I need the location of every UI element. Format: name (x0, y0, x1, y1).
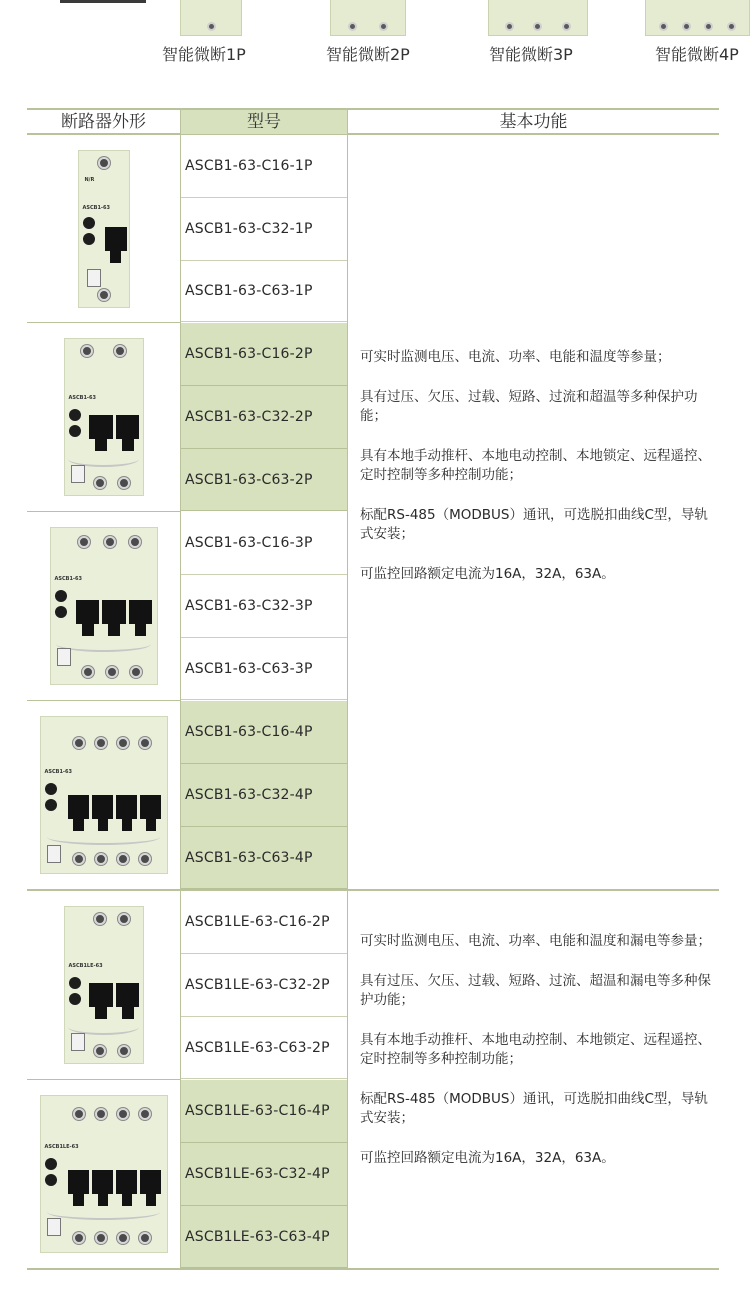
breaker-image-1p: N/R ASCB1-63 (27, 135, 180, 322)
table-header (27, 110, 719, 134)
breaker-image-4p: ASCB1-63 (27, 701, 180, 889)
product-thumb-2p (330, 0, 406, 36)
model-cell: ASCB1-63-C32-3P (181, 575, 347, 638)
breaker-image-3p: ASCB1-63 (27, 512, 180, 700)
function-item: 标配RS-485（MODBUS）通讯，可选脱扣曲线C型，导轨式安装； (360, 507, 708, 542)
product-label-1p: 智能微断1P (162, 45, 246, 64)
breaker-image-le-4p: ASCB1LE-63 (27, 1080, 180, 1268)
function-item: 可监控回路额定电流为16A，32A，63A。 (360, 566, 615, 582)
model-cell: ASCB1LE-63-C16-4P (181, 1080, 347, 1143)
model-cell: ASCB1-63-C63-4P (181, 827, 347, 889)
function-item: 具有本地手动推杆、本地电动控制、本地锁定、远程遥控、定时控制等多种控制功能； (360, 1032, 711, 1067)
function-item: 可实时监测电压、电流、功率、电能和温度和漏电等参量； (360, 933, 711, 949)
model-cell: ASCB1LE-63-C16-2P (181, 891, 347, 954)
model-cell: ASCB1LE-63-C63-4P (181, 1206, 347, 1268)
product-label-4p: 智能微断4P (655, 45, 739, 64)
product-thumb-1p (180, 0, 242, 36)
model-cell: ASCB1-63-C63-3P (181, 638, 347, 700)
header-appearance: 断路器外形 (61, 112, 146, 132)
model-cell: ASCB1-63-C32-1P (181, 198, 347, 261)
model-cell: ASCB1-63-C16-3P (181, 512, 347, 575)
header-model: 型号 (181, 110, 347, 134)
top-product-strip (0, 0, 750, 70)
function-item: 可实时监测电压、电流、功率、电能和温度等参量； (360, 349, 671, 365)
model-cell: ASCB1LE-63-C63-2P (181, 1017, 347, 1079)
model-cell: ASCB1LE-63-C32-2P (181, 954, 347, 1017)
function-item: 标配RS-485（MODBUS）通讯，可选脱扣曲线C型，导轨式安装； (360, 1091, 708, 1126)
model-cell: ASCB1-63-C16-4P (181, 701, 347, 764)
function-item: 具有过压、欠压、过载、短路、过流和超温等多种保护功能； (360, 389, 698, 424)
model-cell: ASCB1LE-63-C32-4P (181, 1143, 347, 1206)
function-item: 具有过压、欠压、过载、短路、过流、超温和漏电等多种保护功能； (360, 973, 711, 1008)
breaker-image-2p: ASCB1-63 (27, 323, 180, 511)
model-cell: ASCB1-63-C32-2P (181, 386, 347, 449)
header-function: 基本功能 (499, 112, 568, 132)
model-cell: ASCB1-63-C16-1P (181, 135, 347, 198)
function-list-leakage (360, 932, 720, 1189)
column-divider (347, 108, 348, 1270)
product-thumb-4p (645, 0, 750, 36)
product-edge (60, 0, 146, 3)
model-cell: ASCB1-63-C32-4P (181, 764, 347, 827)
function-list-standard (360, 348, 720, 605)
model-cell: ASCB1-63-C16-2P (181, 323, 347, 386)
table-bottom-border (27, 1268, 719, 1270)
function-item: 可监控回路额定电流为16A，32A，63A。 (360, 1150, 615, 1166)
model-cell: ASCB1-63-C63-1P (181, 261, 347, 322)
breaker-image-le-2p: ASCB1LE-63 (27, 891, 180, 1079)
model-cell: ASCB1-63-C63-2P (181, 449, 347, 511)
product-label-2p: 智能微断2P (326, 45, 410, 64)
product-label-3p: 智能微断3P (489, 45, 573, 64)
function-item: 具有本地手动推杆、本地电动控制、本地锁定、远程遥控、定时控制等多种控制功能； (360, 448, 711, 483)
product-thumb-3p (488, 0, 588, 36)
